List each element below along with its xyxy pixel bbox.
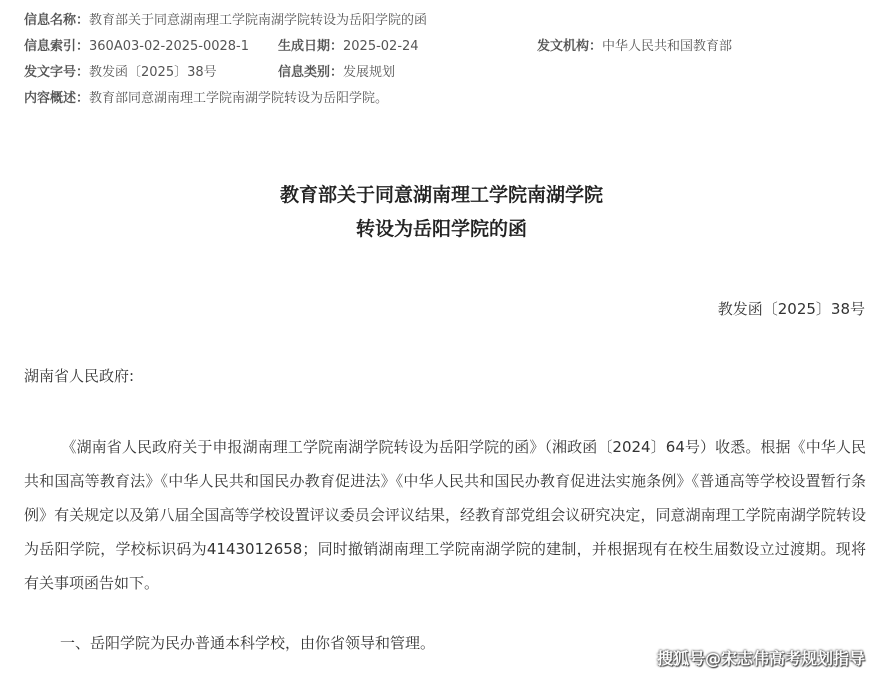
meta-row-index <box>24 34 874 60</box>
meta-summary-value: 教育部同意湖南理工学院南湖学院转设为岳阳学院。 <box>89 91 389 106</box>
meta-row-docnum <box>24 60 874 86</box>
document-metadata <box>24 8 874 112</box>
meta-issuer-value: 中华人民共和国教育部 <box>602 39 733 54</box>
meta-row-name <box>24 8 874 34</box>
meta-summary-label: 内容概述： <box>24 91 90 106</box>
meta-index-label: 信息索引： <box>24 39 90 54</box>
meta-docnum-value: 教发函〔2025〕38号 <box>89 65 217 80</box>
addressee: 湖南省人民政府: <box>24 367 135 385</box>
meta-docnum-label: 发文字号： <box>24 65 90 80</box>
meta-row-summary <box>24 86 874 112</box>
meta-index-value: 360A03-02-2025-0028-1 <box>89 39 250 54</box>
meta-category-value: 发展规划 <box>343 65 396 80</box>
meta-name-value: 教育部关于同意湖南理工学院南湖学院转设为岳阳学院的函 <box>89 13 428 28</box>
body-paragraph: 《湖南省人民政府关于申报湖南理工学院南湖学院转设为岳阳学院的函》（湘政函〔2024〕64号）收悉。根据《中华人民共和国高等教育法》《中华人民共和国民办教育促进法》《中华人民共和国民办教育促进法实施条例》《普通高等学校设置暂行条例》有关规定以及第八届全国高等学校设置评议委员会评议结果，经教育部党组会议研究决定，同意湖南理工学院南湖学院转设为岳阳学院，学校标识码为4143012658；同时撤销湖南理工学院南湖学院的建制，并根据现有在校生届数设立过渡期。现将有关事项函告如下。 <box>24 438 866 592</box>
document-title-line2: 转设为岳阳学院的函 <box>355 218 527 240</box>
meta-date-value: 2025-02-24 <box>343 39 419 54</box>
document-number: 教发函〔2025〕38号 <box>717 300 865 318</box>
watermark: 搜狐号@宋志伟高考规划指导 <box>656 649 865 668</box>
meta-name-label: 信息名称： <box>24 13 90 28</box>
meta-date-label: 生成日期： <box>278 39 344 54</box>
meta-category-label: 信息类别： <box>278 65 344 80</box>
meta-issuer-label: 发文机构： <box>537 39 603 54</box>
list-item-1: 一、岳阳学院为民办普通本科学校，由你省领导和管理。 <box>60 634 436 652</box>
document-title-line1: 教育部关于同意湖南理工学院南湖学院 <box>279 184 603 206</box>
